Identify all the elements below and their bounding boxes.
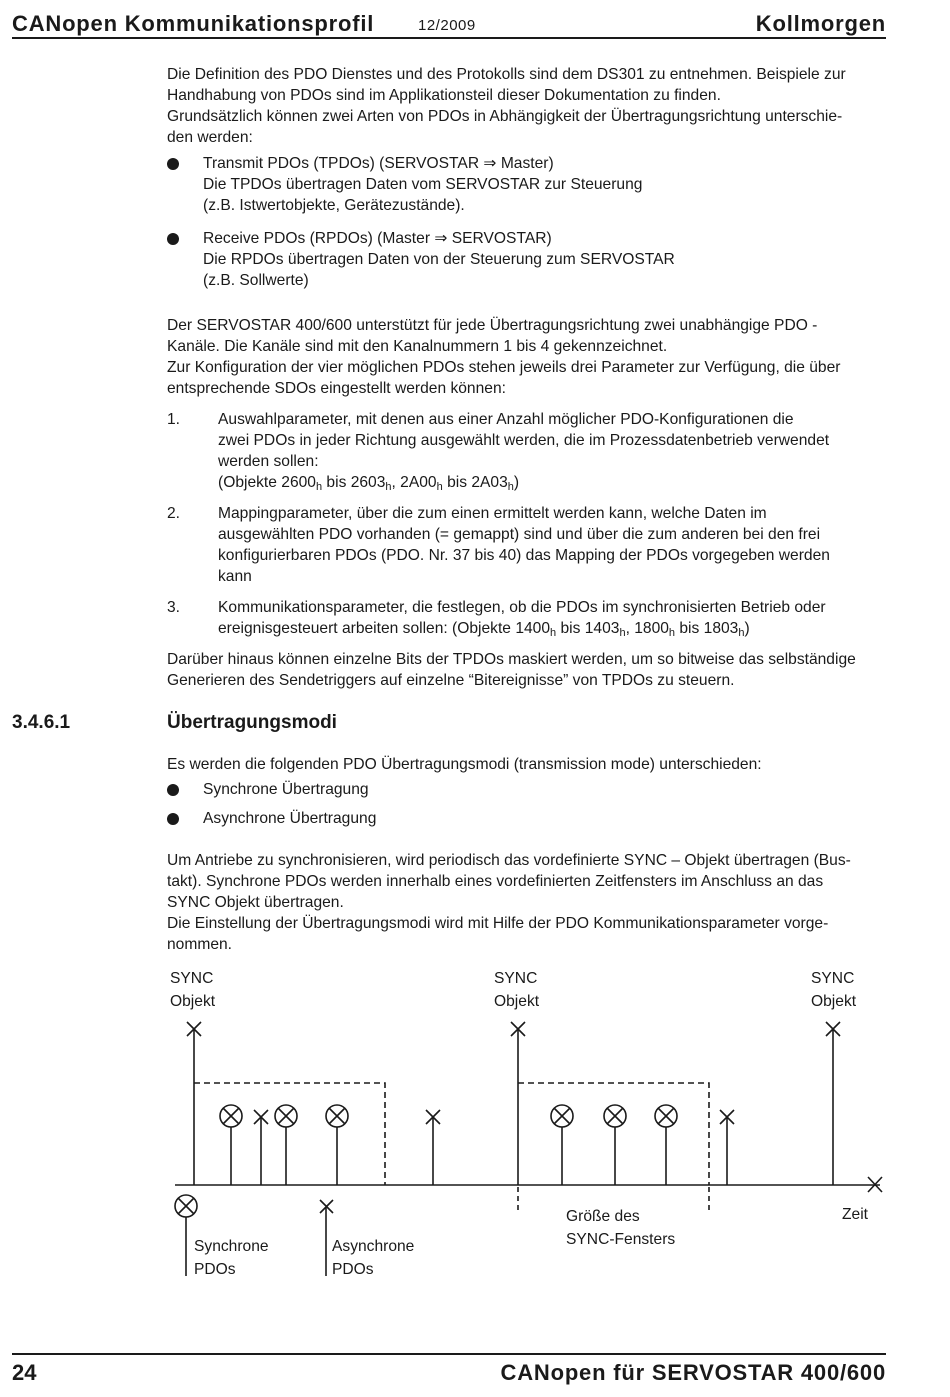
async-pdo-marker [254,1110,268,1185]
modes-intro: Es werden die folgenden PDO Übertragungsmodi (transmission mode) unterschieden: [167,756,762,773]
text-line: Kanäle. Die Kanäle sind mit den Kanalnummern 1 bis 4 gekennzeichnet. [167,338,668,355]
company-name: Kollmorgen [755,11,886,36]
text-line: entsprechende SDOs eingestellt werden können: [167,380,506,397]
text-line: Darüber hinaus können einzelne Bits der TPDOs maskiert werden, um so bitweise das selbständige [167,651,856,668]
sync-window-1 [194,1083,385,1185]
label-line: PDOs [194,1261,236,1278]
text-line: ausgewählten PDO vorhanden (= gemappt) sind und über die zum anderen bei den frei [218,526,821,543]
list-item-rpdo [203,228,893,291]
text-line: Auswahlparameter, mit denen aus einer Anzahl möglicher PDO-Konfigurationen die [218,411,794,428]
footer-product: CANopen für SERVOSTAR 400/600 [500,1360,886,1385]
list-number: 3. [167,599,181,616]
text-line: zwei PDOs in jeder Richtung ausgewählt werden, die im Prozessdatenbetrieb verwendet [218,432,830,449]
bullet-icon [167,809,181,823]
pdo-timing-diagram [0,960,950,1290]
intro-paragraph [167,64,889,148]
sync-paragraph [167,850,889,955]
text-line: Transmit PDOs (TPDOs) (SERVOSTAR ⇒ Master) [203,155,554,172]
text-line: Die RPDOs übertragen Daten von der Steuerung zum SERVOSTAR [203,251,675,268]
sync-pdo-marker [275,1105,297,1185]
param-item-communication [218,597,898,639]
label-line: SYNC [170,970,214,987]
text-line: takt). Synchrone PDOs werden innerhalb eines vordefinierten Zeitfensters im Anschluss an das [167,873,824,890]
text-line: Grundsätzlich können zwei Arten von PDOs in Abhängigkeit der Übertragungsrichtung unterschie- [167,108,843,125]
list-number: 1. [167,411,181,428]
label-line: PDOs [332,1261,374,1278]
text-line: konfigurierbaren PDOs (PDO. Nr. 37 bis 40) das Mapping der PDOs vorgegeben werden [218,547,830,564]
text-line: Zur Konfiguration der vier möglichen PDOs stehen jeweils drei Parameter zur Verfügung, die über [167,359,841,376]
label-line: Objekt [494,993,540,1010]
header-rule [12,37,886,39]
sync-marker-2 [511,1022,525,1185]
document-date: 12/2009 [418,17,476,34]
async-pdo-marker [426,1110,440,1185]
label-line: Größe des [566,1208,640,1225]
sync-pdo-marker [604,1105,626,1185]
page-number: 24 [12,1360,37,1385]
label-line: Synchrone [194,1238,269,1255]
section-title: Übertragungsmodi [167,712,337,733]
text-line: nommen. [167,936,233,953]
document-title: CANopen Kommunikationsprofil [12,11,375,36]
label-line: SYNC-Fensters [566,1231,676,1248]
bullet-icon [167,229,181,243]
bullet-icon [167,154,181,168]
param-item-mapping [218,503,898,587]
list-item-async: Asynchrone Übertragung [203,810,377,827]
sync-pdo-marker [551,1105,573,1185]
sync-marker-3 [826,1022,840,1185]
text-line: SYNC Objekt übertragen. [167,894,344,911]
legend-async-pdo-icon [320,1200,333,1276]
label-line: SYNC [494,970,538,987]
label-line: Asynchrone [332,1238,415,1255]
text-line: (z.B. Sollwerte) [203,272,309,289]
text-line: Um Antriebe zu synchronisieren, wird periodisch das vordefinierte SYNC – Objekt übertragen (Bus- [167,852,851,869]
text-line: Kommunikationsparameter, die festlegen, ob die PDOs im synchronisierten Betrieb oder [218,599,826,616]
text-line: Die Einstellung der Übertragungsmodi wird mit Hilfe der PDO Kommunikationsparameter vorge- [167,915,829,932]
masking-paragraph [167,649,889,691]
text-line: Generieren des Sendetriggers auf einzelne “Bitereignisse” von TPDOs zu steuern. [167,672,735,689]
object-range: ereignisgesteuert arbeiten sollen: (Objekte $1400_h$ bis $1403_h$, $1800_h$ bis $1803_h$) [218,620,750,639]
text-line: Mappingparameter, über die zum einen ermittelt werden kann, welche Daten im [218,505,767,522]
list-item-tpdo [203,153,893,216]
legend-sync-pdo-icon [175,1195,197,1276]
list-number: 2. [167,505,181,522]
text-line: (z.B. Istwertobjekte, Gerätezustände). [203,197,465,214]
sync-pdo-marker [655,1105,677,1185]
text-line: Der SERVOSTAR 400/600 unterstützt für jede Übertragungsrichtung zwei unabhängige PDO - [167,317,818,334]
channels-paragraph [167,315,889,399]
text-line: werden sollen: [218,453,319,470]
text-line: Receive PDOs (RPDOs) (Master ⇒ SERVOSTAR) [203,230,552,247]
label-line: SYNC [811,970,855,987]
text-line: Die Definition des PDO Dienstes und des Protokolls sind dem DS301 zu entnehmen. Beispiele zur [167,66,846,83]
text-line: kann [218,568,252,585]
label-line: Objekt [170,993,216,1010]
footer-rule [12,1353,886,1355]
async-pdo-marker [720,1110,734,1185]
list-item-sync: Synchrone Übertragung [203,781,369,798]
text-line: Handhabung von PDOs sind im Applikationsteil dieser Dokumentation zu finden. [167,87,721,104]
text-line: den werden: [167,129,253,146]
sync-pdo-marker [326,1105,348,1185]
label-line: Objekt [811,993,857,1010]
text-line: Die TPDOs übertragen Daten vom SERVOSTAR zur Steuerung [203,176,643,193]
bullet-icon [167,780,181,794]
sync-marker-1 [187,1022,201,1185]
sync-window-2 [518,1083,709,1185]
sync-pdo-marker [220,1105,242,1185]
time-axis-label: Zeit [842,1206,868,1223]
param-item-selection [218,409,898,493]
section-number: 3.4.6.1 [12,712,71,733]
object-range: (Objekte $2600_h$ bis $2603_h$, $2A00_h$ bis $2A03_h$) [218,474,520,493]
